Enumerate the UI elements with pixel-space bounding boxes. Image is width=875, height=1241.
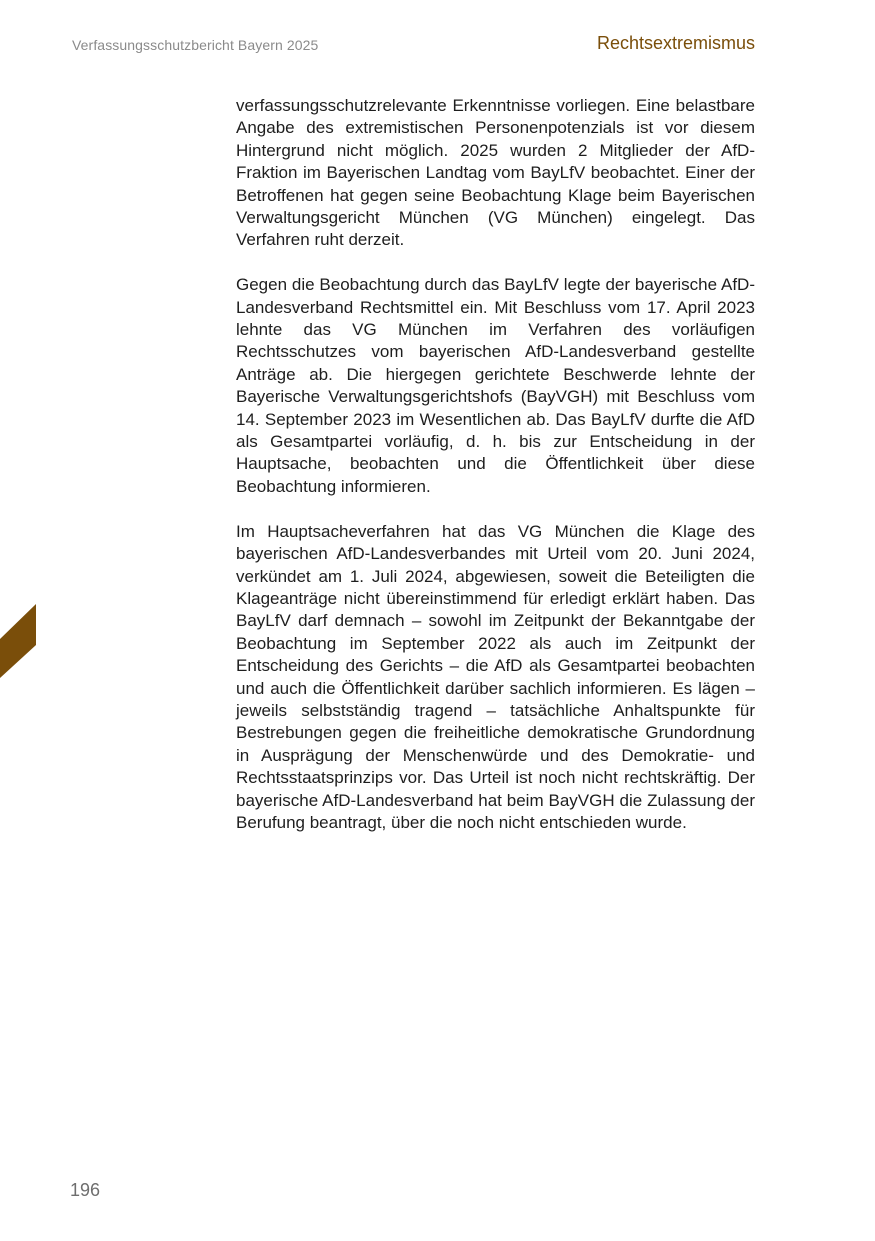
running-head-section: Rechtsextremismus [596,33,755,53]
body-text [236,95,755,857]
chapter-marker-tab [0,604,36,678]
paragraph: verfassungsschutzrelevante Erkenntnisse vorliegen. Eine belastbare Angabe des extremistischen Personenpotenzials ist vor diesem Hintergrund nicht möglich. 2025 wurden 2 Mitglieder der AfD-Fraktion im Bayerischen Landtag vom BayLfV beobachtet. Einer der Betroffenen hat gegen seine Beobachtung Klage beim Bayerischen Verwaltungsgericht München (VG München) eingelegt. Das Verfahren ruht derzeit. [236,96,755,250]
page-number: 196 [70,1180,101,1200]
paragraph: Gegen die Beobachtung durch das BayLfV legte der bayerische AfD-Landesverband Rechtsmittel ein. Mit Beschluss vom 17. April 2023 lehnte das VG München im Verfahren des vorläufigen Rechtsschutzes vom bayerischen AfD-Landesverband gestellte Anträge ab. Die hiergegen gerichtete Beschwerde lehnte der Bayerische Verwaltungsgerichtshofs (BayVGH) mit Beschluss vom 14. September 2023 im Wesentlichen ab. Das BayLfV durfte die AfD als Gesamtpartei vorläufig, d. h. bis zur Entscheidung in der Hauptsache, beobachten und die Öffentlichkeit über diese Beobachtung informieren. [236,275,755,496]
paragraph: Im Hauptsacheverfahren hat das VG München die Klage des bayerischen AfD-Landesverbandes mit Urteil vom 20. Juni 2024, verkündet am 1. Juli 2024, abgewiesen, soweit die Beteiligten die Klageanträge nicht übereinstimmend für erledigt erklärt haben. Das BayLfV darf demnach – sowohl im Zeitpunkt der Bekanntgabe der Beobachtung im September 2022 als auch im Zeitpunkt der Entscheidung des Gerichts – die AfD als Gesamtpartei beobachten und auch die Öffentlichkeit darüber sachlich informieren. Es lägen – jeweils selbstständig tragend – tatsächliche Anhaltspunkte für Bestrebungen gegen die freiheitliche demokratische Grundordnung in Ausprägung der Menschenwürde und des Demokratie- und Rechtsstaatsprinzips vor. Das Urteil ist noch nicht rechtskräftig. Der bayerische AfD-Landesverband hat beim BayVGH die Zulassung der Berufung beantragt, über die noch nicht entschieden wurde. [236,521,755,832]
running-head-publication: Verfassungsschutzbericht Bayern 2025 [72,37,319,53]
